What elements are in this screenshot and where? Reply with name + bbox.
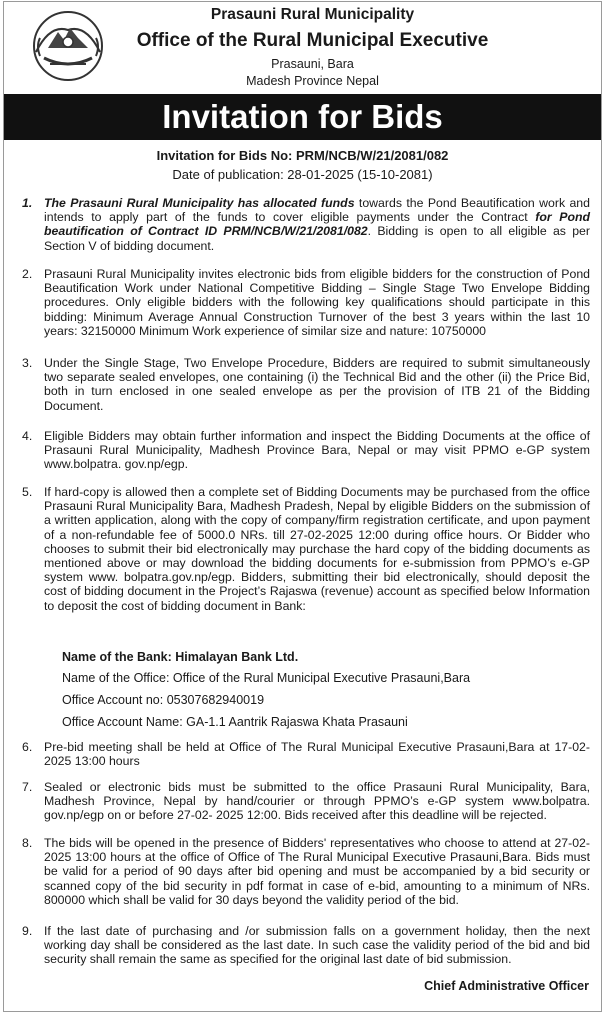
item-lead: The Prasauni Rural Municipality has allocated funds	[44, 196, 355, 210]
bid-reference-number: Invitation for Bids No: PRM/NCB/W/21/2081/082	[156, 148, 449, 163]
item-number: 3.	[22, 356, 33, 370]
municipality-name: Prasauni Rural Municipality	[210, 6, 415, 23]
signoff: Chief Administrative Officer	[424, 979, 589, 993]
item-tail: . Bidding is open to all eligible as per Section V of bidding document.	[44, 224, 590, 253]
item-mid: towards the Pond Beautification work and intends to apply part of the funds to cover eligible payments under the Contract	[44, 196, 590, 225]
item-number: 1.	[22, 196, 33, 210]
item-number: 5.	[22, 485, 33, 499]
item-text: Sealed or electronic bids must be submitted to the office Prasauni Rural Municipality, Bara, Madhesh Province, Nepal by hand/courier or through PPMO’s e-GP system www.bolpatra. gov.np/egp on or before 27-02- 2025 12:00. Bids received after this deadline will be rejected.	[44, 780, 590, 823]
list-item	[22, 267, 590, 338]
list-item	[22, 429, 590, 472]
list-item	[22, 196, 590, 253]
bank-account-number: Office Account no: 05307682940019	[62, 693, 265, 707]
office-name: Office of the Rural Municipal Executive	[136, 30, 489, 51]
item-contract: for Pond beautification of Contract ID PRM/NCB/W/21/2081/082	[44, 210, 590, 239]
bank-office-name: Name of the Office: Office of the Rural Municipal Executive Prasauni,Bara	[62, 671, 471, 685]
item-text: Prasauni Rural Municipality invites electronic bids from eligible bidders for the construction of Pond Beautification Work under National Competitive Bidding – Single Stage Two Envelope Bidding procedures. Only eligible bidders with the following key qualifications should participate in this bidding: Minimum Average Annual Construction Turnover of the best 3 years within the last 10 years: 32150000 Minimum Work experience of similar size and nature: 10750000	[44, 267, 590, 338]
item-number: 7.	[22, 780, 33, 794]
list-item	[22, 780, 590, 823]
item-text: Eligible Bidders may obtain further information and inspect the Bidding Documents at the office of Prasauni Rural Municipality, Madhesh Province Bara, Nepal or may visit PPMO e-GP system www.bolpatra. gov.np/egp.	[44, 429, 590, 472]
item-text	[44, 196, 590, 253]
list-item	[22, 924, 590, 967]
bank-account-name: Office Account Name: GA-1.1 Aantrik Rajaswa Khata Prasauni	[62, 715, 408, 729]
item-text: If hard-copy is allowed then a complete set of Bidding Documents may be purchased from the office Prasauni Rural Municipality Bara, Madhesh Pradesh, Nepal by eligible Bidders on the submission of a written application, along with the copy of company/firm registration certificate, and upon payment of a non-refundable fee of 5000.0 NRs. till 27-02-2025 12:00 during office hours. Or Bidder who chooses to submit their bid electronically may purchase the hard copy of the bidding documents as mentioned above or may download the bidding documents for e-submission from PPMO’s e-GP system www. bolpatra.gov.np/egp. Bidders, submitting their bid electronically, should deposit the cost of bidding document in the Project’s Rajaswa (revenue) account as specified below Information to deposit the cost of bidding document in Bank:	[44, 485, 590, 613]
item-text: If the last date of purchasing and /or submission falls on a government holiday, then the next working day shall be considered as the last date. In such case the validity period of the bid and bid security shall remain the same as specified for the original last date of bid submission.	[44, 924, 590, 967]
list-item	[22, 485, 590, 613]
list-item	[22, 356, 590, 413]
bank-name: Name of the Bank: Himalayan Bank Ltd.	[62, 650, 299, 664]
publication-date: Date of publication: 28-01-2025 (15-10-2081)	[172, 167, 433, 182]
item-number: 2.	[22, 267, 33, 281]
item-number: 8.	[22, 836, 33, 850]
item-number: 9.	[22, 924, 33, 938]
item-text: Under the Single Stage, Two Envelope Procedure, Bidders are required to submit simultaneously two separate sealed envelopes, one containing (i) the Technical Bid and the other (ii) the Price Bid, both in turn enclosed in one sealed envelope as per the provision of ITB 21 of the Bidding Document.	[44, 356, 590, 413]
item-number: 6.	[22, 740, 33, 754]
list-item	[22, 836, 590, 907]
item-number: 4.	[22, 429, 33, 443]
office-province: Madesh Province Nepal	[246, 74, 379, 88]
item-text: Pre-bid meeting shall be held at Office of The Rural Municipal Executive Prasauni,Bara at 17-02-2025 13:00 hours	[44, 740, 590, 769]
page-title: Invitation for Bids	[4, 94, 601, 140]
item-text: The bids will be opened in the presence of Bidders' representatives who choose to attend at 27-02-2025 13:00 hours at the office of Office of The Rural Municipal Executive Prasauni,Bara. Bids must be valid for a period of 90 days after bid opening and must be accompanied by a bid security or scanned copy of the bid security in pdf format in case of e-bid, amounting to a minimum of NRs. 800000 which shall be valid for 30 days beyond the validity period of the bid.	[44, 836, 590, 907]
list-item	[22, 740, 590, 768]
office-location: Prasauni, Bara	[271, 57, 354, 71]
